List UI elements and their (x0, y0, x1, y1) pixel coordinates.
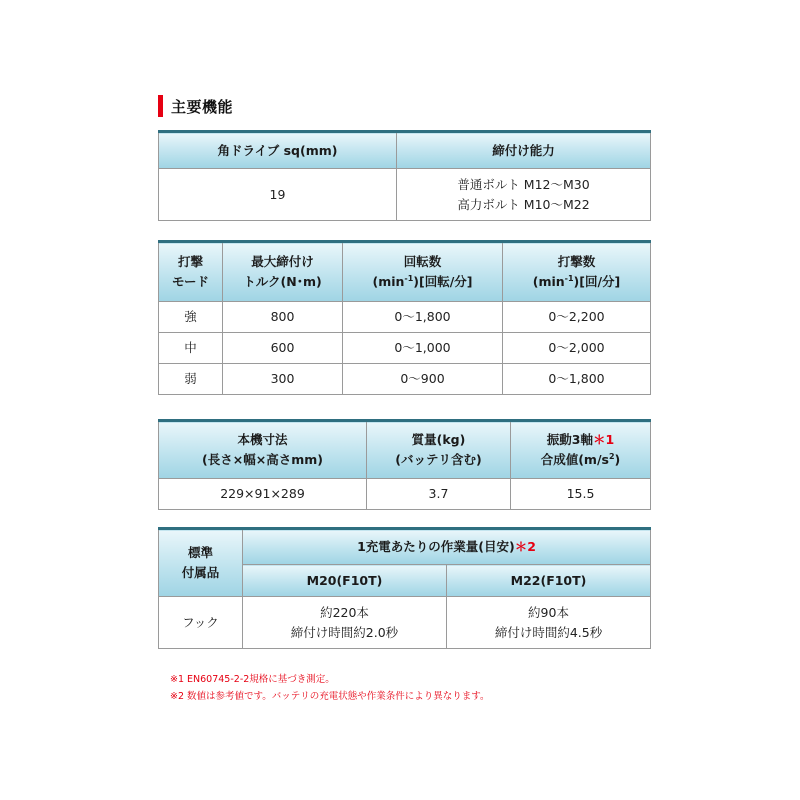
header-mode-line2: モード (171, 274, 209, 289)
footnote-mark-2: ＊2 (514, 539, 536, 554)
cell-ipm: 0～2,200 (503, 302, 651, 333)
cell-capacity (397, 169, 651, 221)
header-dimensions (159, 421, 367, 479)
header-ipm-line2: $(\min^{-1})$[回/分] (532, 273, 621, 289)
impact-mode-table (158, 240, 651, 395)
dimensions-table (158, 419, 651, 510)
cell-m20 (243, 597, 447, 649)
header-work-amount: 1充電あたりの作業量(目安)＊2 (243, 529, 651, 565)
header-mode-line1: 打撃 (177, 254, 203, 269)
table-row (159, 597, 651, 649)
m20-time: 締付け時間約2.0秒 (290, 624, 399, 640)
footnote-mark-1: ＊1 (593, 432, 615, 447)
cell-ipm: 0～1,800 (503, 364, 651, 395)
header-torque-line2: トルク(N･m) (243, 274, 322, 289)
cell-rpm: 0～900 (343, 364, 503, 395)
header-rpm-line1: 回転数 (403, 254, 442, 269)
work-amount-table (158, 527, 651, 649)
cell-ipm: 0～2,000 (503, 333, 651, 364)
cell-mode: 強 (159, 302, 223, 333)
cell-torque: 800 (223, 302, 343, 333)
cell-torque: 600 (223, 333, 343, 364)
footnote-1: ※1 EN60745-2-2規格に基づき測定。 (170, 674, 335, 685)
header-capacity: 締付け能力 (397, 132, 651, 169)
header-mass (367, 421, 511, 479)
header-rpm (343, 242, 503, 302)
header-vibration-line1: 振動3軸＊1 (546, 432, 615, 447)
cell-torque: 300 (223, 364, 343, 395)
header-m20: M20(F10T) (243, 565, 447, 597)
cell-accessory: フック (159, 597, 243, 649)
section-title (158, 94, 233, 118)
cell-m22 (447, 597, 651, 649)
cell-rpm: 0～1,000 (343, 333, 503, 364)
cell-drive: 19 (159, 169, 397, 221)
capacity-normal-bolt: 普通ボルト M12～M30 (457, 176, 590, 192)
header-vibration-line2: 合成値$(m/s^2)$ (540, 451, 621, 467)
m20-count: 約220本 (320, 604, 369, 620)
header-mode (159, 242, 223, 302)
cell-vibration: 15.5 (511, 479, 651, 510)
m22-count: 約90本 (528, 604, 569, 620)
table-row (159, 302, 651, 333)
header-ipm-line1: 打撃数 (557, 254, 596, 269)
table-row (159, 479, 651, 510)
capacity-high-bolt: 高力ボルト M10～M22 (457, 196, 590, 212)
cell-mass: 3.7 (367, 479, 511, 510)
header-m22: M22(F10T) (447, 565, 651, 597)
header-drive: 角ドライブ sq(mm) (159, 132, 397, 169)
header-vibration (511, 421, 651, 479)
header-accessory-line2: 付属品 (181, 565, 220, 580)
table-row (159, 333, 651, 364)
header-dimensions-line1: 本機寸法 (237, 432, 288, 447)
cell-dimensions: 229×91×289 (159, 479, 367, 510)
header-dimensions-line2: (長さ×幅×高さmm) (202, 452, 323, 467)
header-ipm (503, 242, 651, 302)
header-mass-line2: (バッテリ含む) (395, 452, 482, 467)
header-rpm-line2: $(\min^{-1})$[回転/分] (372, 273, 473, 289)
cell-rpm: 0～1,800 (343, 302, 503, 333)
m22-time: 締付け時間約4.5秒 (494, 624, 603, 640)
title-accent-bar (158, 95, 163, 117)
header-accessory (159, 529, 243, 597)
footnote-2: ※2 数値は参考値です。バッテリの充電状態や作業条件により異なります。 (170, 691, 490, 702)
header-accessory-line1: 標準 (187, 545, 213, 560)
cell-mode: 中 (159, 333, 223, 364)
drive-capacity-table (158, 130, 651, 221)
cell-mode: 弱 (159, 364, 223, 395)
footnotes (170, 671, 490, 705)
table-row (159, 364, 651, 395)
section-title-text: 主要機能 (171, 97, 234, 116)
header-torque (223, 242, 343, 302)
header-mass-line1: 質量(kg) (411, 432, 466, 447)
header-torque-line1: 最大締付け (251, 254, 314, 269)
